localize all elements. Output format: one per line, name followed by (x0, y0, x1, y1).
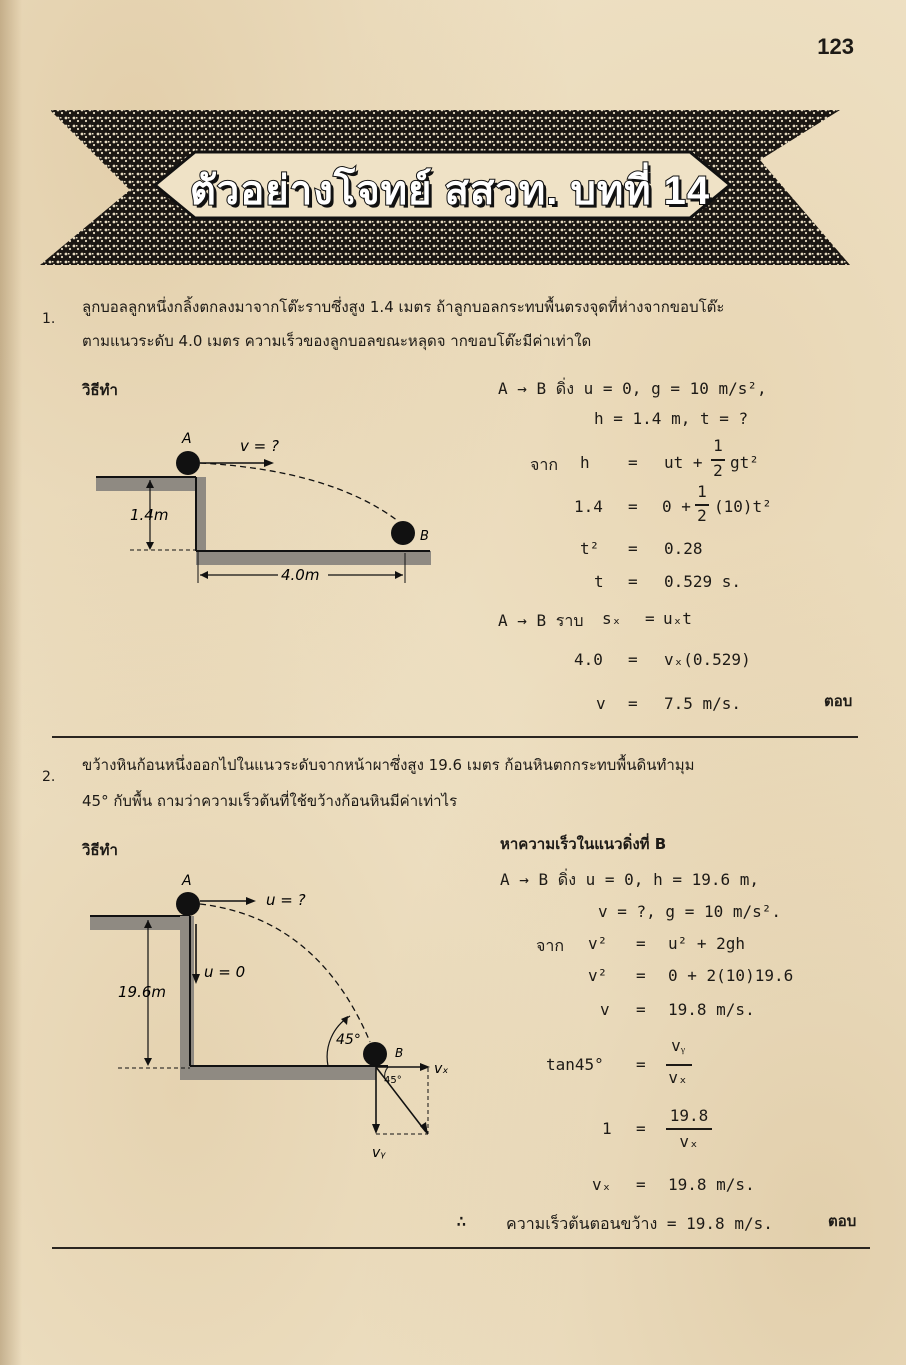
p2-sol-line-6-eq: = (636, 1055, 646, 1074)
ball-b (391, 521, 415, 545)
p1-sol-line-7-lhs: sₓ (602, 609, 622, 628)
chapter-title: ตัวอย่างโจทย์ สสวท. บทที่ 14 (189, 169, 711, 213)
problem-2-question-line-2: 45° กับพื้น ถามว่าความเร็วต้นที่ใช้ขว้างก้อนหินมีค่าเท่าไร (82, 792, 458, 810)
p1-sol-line-6-eq: = (628, 572, 638, 591)
p2-sol-line-6-lhs: tan45° (546, 1055, 604, 1074)
trajectory (200, 463, 398, 521)
initial-velocity-arrow (246, 897, 256, 905)
p2-sol-line-3-lhs: v² (588, 934, 608, 953)
p2-sol-line-5-eq: = (636, 1000, 646, 1019)
p1-sol-line-6-lhs: t (594, 572, 604, 591)
p1-sol-from: จาก (530, 455, 559, 474)
p2-sol-heading: หาความเร็วในแนวดิ่งที่ B (500, 835, 667, 853)
problem-1-question-line-1: ลูกบอลลูกหนึ่งกลิ้งตกลงมาจากโต๊ะราบซึ่งสูง 1.4 เมตร ถ้าลูกบอลกระทบพื้นตรงจุดที่ห่างจากขอบโต๊ะ (82, 298, 725, 316)
p1-sol-line-4-frac-den: 2 (697, 506, 707, 525)
p2-sol-line-7-bar (666, 1128, 712, 1130)
p1-sol-line-3-frac-num: 1 (713, 436, 723, 455)
problem-2-method-label: วิธีทำ (82, 841, 118, 859)
cliff-face (180, 916, 194, 1066)
problem-1-number: 1. (42, 311, 56, 327)
p2-answer-label: ตอบ (828, 1212, 857, 1230)
p1-sol-line-3-frac-den: 2 (713, 461, 723, 480)
p1-sol-line-3-rhs-pre: ut + (664, 453, 703, 472)
p1-sol-line-6-rhs: 0.529 s. (664, 572, 742, 591)
divider-2 (52, 1247, 870, 1249)
p2-sol-line-6-bar (666, 1064, 692, 1066)
p1-sol-line-1: A → B ดิ่ง u = 0, g = 10 m/s², (498, 379, 767, 398)
p1-sol-line-3-eq: = (628, 453, 638, 472)
floor (196, 551, 431, 565)
p2-sol-line-8-eq: = (636, 1175, 646, 1194)
p2-sol-line-3-rhs: u² + 2gh (668, 934, 746, 953)
p1-sol-line-8-eq: = (628, 650, 638, 669)
small-angle-label: 45° (384, 1075, 402, 1086)
velocity-label: u = ? (266, 891, 306, 909)
ground (180, 1066, 376, 1080)
ball-a (176, 451, 200, 475)
point-a-label: A (182, 431, 192, 447)
p1-sol-line-5-lhs: t² (580, 539, 600, 558)
stone-a (176, 892, 200, 916)
p1-sol-line-8-lhs: 4.0 (574, 650, 603, 669)
table-edge (196, 477, 206, 553)
p1-sol-line-3-rhs-post: gt² (730, 453, 759, 472)
problem-1-diagram (90, 425, 450, 595)
p1-sol-line-5-eq: = (628, 539, 638, 558)
p2-sol-line-3-eq: = (636, 934, 646, 953)
p1-sol-line-9-eq: = (628, 694, 638, 713)
height-label: 1.4m (130, 506, 169, 524)
height-label: 19.6m (118, 983, 167, 1001)
p2-sol-line-6-den: vₓ (668, 1068, 688, 1087)
p1-sol-line-7-eq: = (645, 609, 655, 628)
p1-sol-line-4-rhs-post: (10)t² (714, 497, 772, 516)
divider-1 (52, 736, 858, 738)
p1-sol-line-9-lhs: v (596, 694, 606, 713)
velocity-label: v = ? (240, 437, 279, 455)
problem-1-question-line-2: ตามแนวระดับ 4.0 เมตร ความเร็วของลูกบอลขณะหลุดจ ากขอบโต๊ะมีค่าเท่าใด (82, 332, 592, 350)
angle-label: 45° (336, 1032, 361, 1048)
p2-sol-line-7-den: vₓ (679, 1132, 699, 1151)
page-number: 123 (817, 34, 854, 59)
p2-sol-line-8-lhs: vₓ (592, 1175, 612, 1194)
p1-sol-line-4-rhs-pre: 0 + (662, 497, 691, 516)
p1-sol-line-3-lhs: h (580, 453, 590, 472)
vy-arrow (372, 1124, 380, 1134)
p1-sol-line-7-rhs: uₓt (663, 609, 692, 628)
table-top (96, 477, 196, 491)
p2-sol-line-4-lhs: v² (588, 966, 608, 985)
resultant-arrow (420, 1122, 428, 1135)
problem-2-question-line-1: ขว้างหินก้อนหนึ่งออกไปในแนวระดับจากหน้าผาซึ่งสูง 19.6 เมตร ก้อนหินตกกระทบพื้นดินทำมุม (82, 756, 695, 774)
p1-sol-line-8-rhs: vₓ(0.529) (664, 650, 751, 669)
p2-sol-line-6-num: vᵧ (671, 1036, 685, 1055)
p2-sol-line-4-eq: = (636, 966, 646, 985)
p2-sol-line-7-eq: = (636, 1119, 646, 1138)
p1-sol-line-7-lead: A → B ราบ (498, 611, 584, 630)
u-zero-label: u = 0 (204, 963, 246, 981)
p1-sol-line-9-rhs: 7.5 m/s. (664, 694, 742, 713)
cliff-top (90, 916, 190, 930)
vx-label: vₓ (434, 1061, 449, 1077)
p1-sol-line-4-lhs: 1.4 (574, 497, 603, 516)
p2-sol-from: จาก (536, 936, 565, 955)
velocity-arrow (264, 459, 274, 467)
therefore-symbol: ∴ (456, 1211, 467, 1232)
distance-label: 4.0m (281, 566, 320, 584)
p2-sol-line-2: v = ?, g = 10 m/s². (598, 902, 782, 921)
p1-sol-line-5-rhs: 0.28 (664, 539, 703, 558)
vy-label: vᵧ (372, 1145, 386, 1161)
p1-answer-label: ตอบ (824, 692, 853, 710)
p2-sol-line-1: A → B ดิ่ง u = 0, h = 19.6 m, (500, 870, 760, 889)
p2-sol-line-5-lhs: v (600, 1000, 610, 1019)
point-b-label: B (395, 1046, 404, 1060)
chapter-banner (40, 100, 860, 270)
p2-sol-line-4-rhs: 0 + 2(10)19.6 (668, 966, 794, 985)
p1-sol-line-2: h = 1.4 m, t = ? (594, 409, 749, 428)
p1-sol-line-4-frac-num: 1 (697, 482, 707, 501)
p2-sol-line-5-rhs: 19.8 m/s. (668, 1000, 755, 1019)
p2-sol-line-8-rhs: 19.8 m/s. (668, 1175, 755, 1194)
p2-conclusion: ความเร็วต้นตอนขว้าง = 19.8 m/s. (506, 1214, 773, 1233)
problem-2-diagram (88, 868, 468, 1178)
problem-1-method-label: วิธีทำ (82, 381, 118, 399)
point-a-label: A (182, 873, 192, 889)
point-b-label: B (420, 529, 429, 544)
p2-sol-line-7-lhs: 1 (602, 1119, 612, 1138)
p1-sol-line-4-eq: = (628, 497, 638, 516)
stone-b (363, 1042, 387, 1066)
problem-2-number: 2. (42, 769, 56, 785)
p2-sol-line-7-num: 19.8 (669, 1106, 709, 1125)
